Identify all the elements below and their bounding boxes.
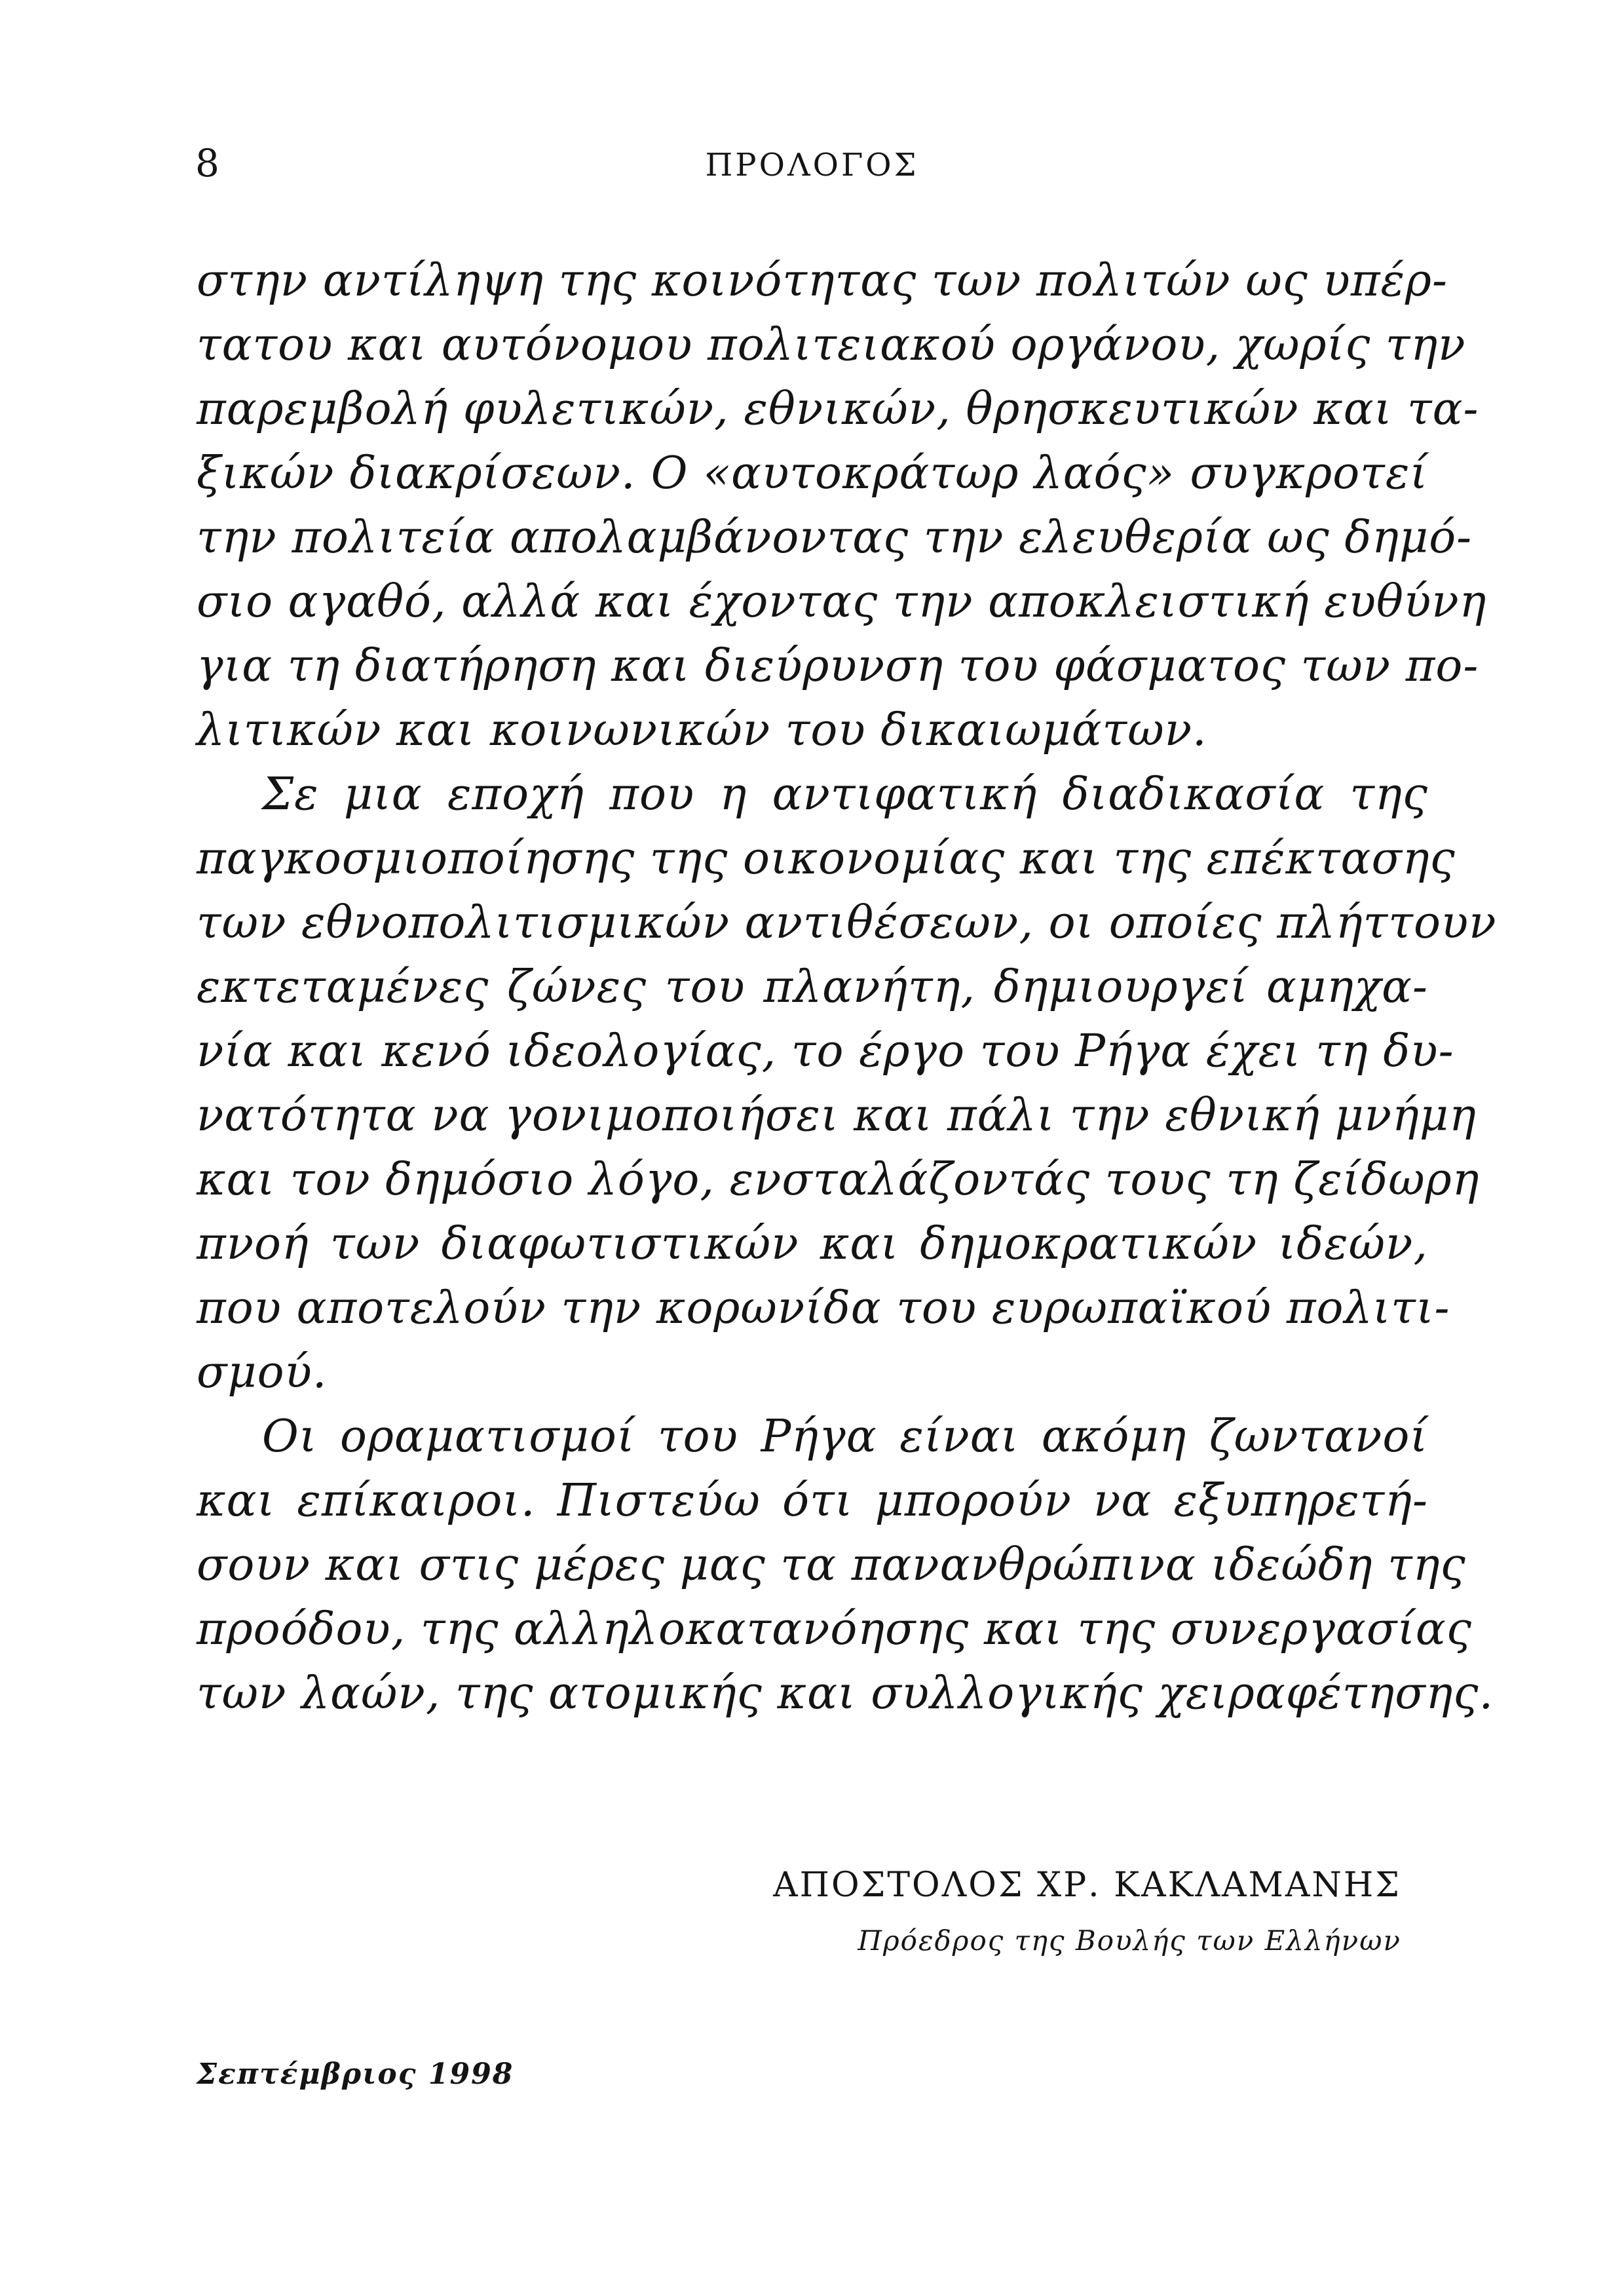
text-line: τατου και αυτόνομου πολιτειακού οργάνου, χωρίς την	[197, 319, 1466, 371]
text-line: σουν και στις μέρες μας τα πανανθρώπινα ιδεώδη της	[197, 1539, 1466, 1591]
text-line: ξικών διακρίσεων. Ο «αυτοκράτωρ λαός» συγκροτεί	[197, 448, 1428, 499]
date-line: Σεπτέμβριος 1998	[197, 2057, 514, 2091]
signature-block	[773, 1862, 1401, 1961]
text-line: σμού.	[197, 1347, 328, 1398]
signature-name: ΑΠΟΣΤΟΛΟΣ ΧΡ. ΚΑΚΛΑΜΑΝΗΣ	[773, 1866, 1401, 1905]
text-line: λιτικών και κοινωνικών του δικαιωμάτων.	[197, 704, 1207, 756]
text-line: παγκοσμιοποίησης της οικονομίας και της επέκτασης	[197, 833, 1456, 885]
page-number: 8	[195, 141, 219, 185]
text-line: των λαών, της ατομικής και συλλογικής χειραφέτησης.	[197, 1668, 1494, 1719]
text-line: νία και κενό ιδεολογίας, το έργο του Ρήγα έχει τη δυ-	[197, 1025, 1454, 1077]
text-line: εκτεταμένες ζώνες του πλανήτη, δημιουργεί αμηχα-	[197, 961, 1428, 1013]
text-line: πνοή των διαφωτιστικών και δημοκρατικών ιδεών,	[197, 1218, 1428, 1270]
text-line: για τη διατήρηση και διεύρυνση του φάσματος των πο-	[197, 640, 1479, 692]
text-line: στην αντίληψη της κοινότητας των πολιτών ως υπέρ-	[197, 255, 1448, 307]
text-line: την πολιτεία απολαμβάνοντας την ελευθερία ως δημό-	[197, 512, 1473, 564]
text-line: των εθνοπολιτισμικών αντιθέσεων, οι οποίες πλήττουν	[197, 897, 1497, 949]
text-line: και επίκαιροι. Πιστεύω ότι μπορούν να εξυπηρετή-	[197, 1475, 1428, 1527]
text-line: νατότητα να γονιμοποιήσει και πάλι την εθνική μνήμη	[197, 1090, 1477, 1141]
running-title: ΠΡΟΛΟΓΟΣ	[705, 147, 919, 183]
text-line: και τον δημόσιο λόγο, ενσταλάζοντάς τους τη ζείδωρη	[197, 1154, 1480, 1206]
text-line: Σε μια εποχή που η αντιφατική διαδικασία της	[262, 769, 1428, 820]
text-line: προόδου, της αλληλοκατανόησης και της συνεργασίας	[197, 1603, 1472, 1655]
preface-body	[197, 249, 1497, 1726]
text-line: που αποτελούν την κορωνίδα του ευρωπαϊκού πολιτι-	[197, 1282, 1450, 1334]
text-line: παρεμβολή φυλετικών, εθνικών, θρησκευτικών και τα-	[197, 383, 1479, 435]
text-line: Οι οραματισμοί του Ρήγα είναι ακόμη ζωντανοί	[262, 1411, 1428, 1463]
signature-title: Πρόεδρος της Βουλής των Ελλήνων	[858, 1924, 1401, 1957]
text-line: σιο αγαθό, αλλά και έχοντας την αποκλειστική ευθύνη	[197, 576, 1487, 628]
